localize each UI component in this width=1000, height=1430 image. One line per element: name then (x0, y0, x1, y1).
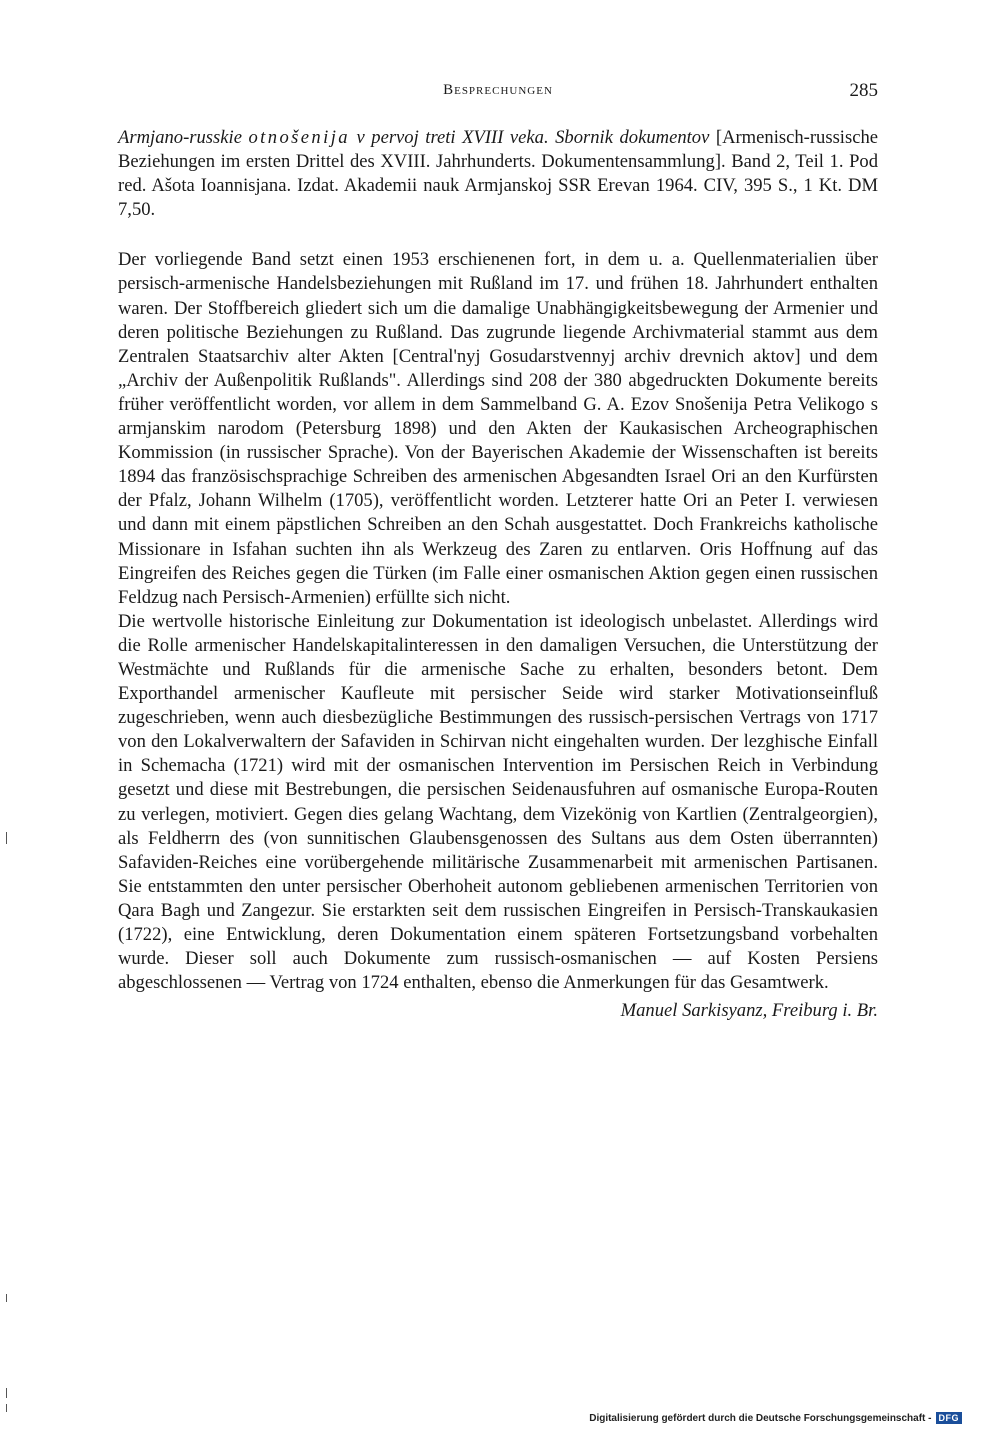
dfg-logo: DFG (936, 1412, 963, 1424)
article-body (118, 126, 878, 1023)
bibliographic-entry (118, 126, 878, 222)
margin-mark (6, 1294, 7, 1302)
book-title-spaced: otnošenija (248, 127, 350, 148)
review-paragraph-1: Der vorliegende Band setzt einen 1953 erschienenen fort, in dem u. a. Quellenmaterialien über persisch-armenische Handelsbeziehungen mit Rußland im 17. und frühen 18. Jahrhundert enthalten waren. Der Stoffbereich gliedert sich um die damalige Unabhängigkeitsbewegung der Armenier und deren politische Beziehungen zu Rußland. Das zugrunde liegende Archivmaterial stammt aus dem Zentralen Staatsarchiv alter Akten [Central'nyj Gosudarstvennyj archiv drevnich aktov] und dem „Archiv der Außenpolitik Rußlands". Allerdings sind 208 der 380 abgedruckten Dokumente bereits früher veröffentlicht worden, vor allem in dem Sammelband G. A. Ezov Snošenija Petra Velikogo s armjanskim narodom (Petersburg 1898) und den Akten der Kaukasischen Archeographischen Kommission (in russischer Sprache). Von der Bayerischen Akademie der Wissenschaften ist bereits 1894 das französischsprachige Schreiben des armenischen Abgesandten Israel Ori an den Kurfürsten der Pfalz, Johann Wilhelm (1705), veröffentlicht worden. Letzterer hatte Ori an Peter I. verwiesen und dann mit einem päpstlichen Schreiben an den Schah ausgestattet. Doch Frankreichs katholische Missionare in Isfahan suchten ihn als Werkzeug des Zaren zu entlarven. Oris Hoffnung auf das Eingreifen des Reiches gegen die Türken (im Falle einer osmanischen Aktion gegen einen russischen Feldzug nach Persisch-Armenien) erfüllte sich nicht. (118, 249, 878, 608)
review-paragraph-2: Die wertvolle historische Einleitung zur Dokumentation ist ideologisch unbelastet. Allerdings wird die Rolle armenischer Handelskapitalinteressen in den damaligen Versuchen, die Unterstützung der Westmächte und Rußlands für die armenische Sache zu erhalten, besonders betont. Dem Exporthandel armenischer Kaufleute mit persischer Seide wird starker Motivationseinfluß zugeschrieben, wenn auch diesbezügliche Bestimmungen des russisch-persischen Vertrags von 1717 von den Lokalverwaltern der Safaviden in Schirvan nicht eingehalten wurden. Der lezghische Einfall in Schemacha (1721) wird mit der osmanischen Intervention im Persischen Reich in Verbindung gesetzt und diese mit Bestrebungen, die persischen Seidenausfuhren auf osmanische Europa-Routen zu verlegen, motiviert. Gegen dies gelang Wachtang, dem Vizekönig von Kartlien (Zentralgeorgien), als Feldherrn des (von sunnitischen Glaubensgenossen des Sultans aus dem Osten überrannten) Safaviden-Reiches eine vorübergehende militärische Zusammenarbeit mit armenischen Partisanen. Sie entstammten den unter persischer Oberhoheit autonom gebliebenen armenischen Territorien von Qara Bagh und Zangezur. Sie erstarkten seit dem russischen Eingreifen in Persisch-Transkaukasien (1722), eine Entwicklung, deren Dokumentation einem späteren Fortsetzungsband vorbehalten wurde. Dieser soll auch Dokumente zum russisch-osmanischen — auf Kosten Persiens abgeschlossenen — Vertrag von 1724 enthalten, ebenso die Anmerkungen für das Gesamtwerk. (118, 610, 878, 994)
digitization-credit (589, 1412, 962, 1424)
reviewer-signature: Manuel Sarkisyanz, Freiburg i. Br. (620, 1000, 878, 1022)
book-title-part-2: v pervoj treti XVIII veka. Sbornik dokumentov (356, 127, 710, 148)
running-title: Besprechungen (443, 82, 553, 98)
margin-mark (6, 1388, 7, 1398)
book-details: [Armenisch-russische Beziehungen im ersten Drittel des XVIII. Jahrhunderts. Dokumentensammlung]. Band 2, Teil 1. Pod red. Ašota Ioannisjana. Izdat. Akademii nauk Armjanskoj SSR Erevan 1964. CIV, 395 S., 1 Kt. DM 7,50. (118, 127, 879, 221)
page-number: 285 (849, 80, 878, 101)
running-header (118, 80, 878, 104)
book-title-part-1: Armjano-russkie (118, 127, 242, 148)
credit-text: Digitalisierung gefördert durch die Deutsche Forschungsgemeinschaft - (589, 1412, 932, 1424)
margin-mark (6, 1404, 7, 1412)
margin-mark (6, 832, 7, 844)
